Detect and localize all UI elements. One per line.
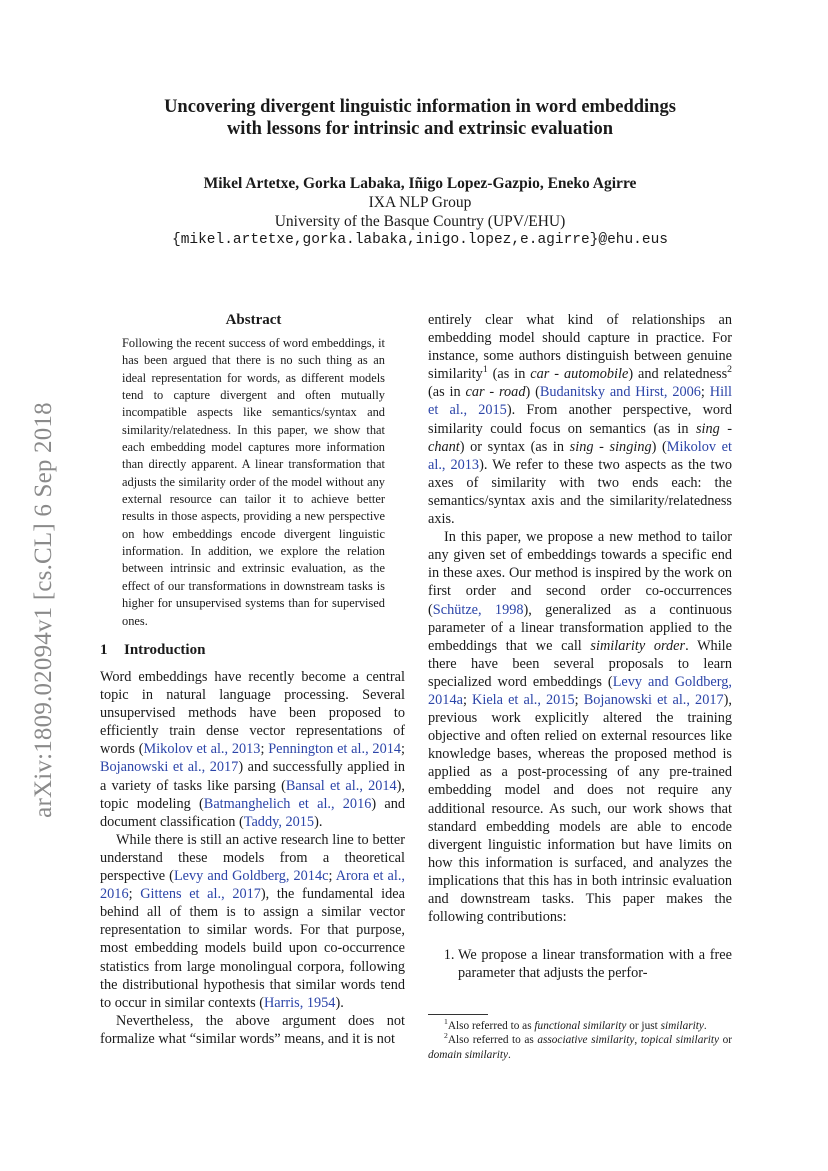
author-block bbox=[100, 174, 740, 250]
paragraph: While there is still an active research line to better understand these models from a theoretical perspective (Levy and Goldberg, 2014c; Arora et al., 2016; Gittens et al., 2017), the fundamental idea behind all of them is to assign a similar vector representation to similar words. For that purpose, most embedding models build upon co-occurrence statistics from large monolingual corpora, following the distributional hypothesis that similar words tend to occur in similar contexts (Harris, 1954). bbox=[100, 831, 405, 1011]
footnote-marker[interactable]: 1 bbox=[482, 364, 488, 376]
title-line-2: with lessons for intrinsic and extrinsic evaluation bbox=[226, 119, 614, 139]
paragraph: In this paper, we propose a new method to tailor any given set of embeddings towards a specific end in these axes. Our method is inspired by the work on first order and second order co-occurrences (Schütze, 1998), generalized as a continuous parameter of a linear transformation applied to the embeddings that we call similarity order. While there have been several proposals to learn specialized word embeddings (Levy and Goldberg, 2014a; Kiela et al., 2015; Bojanowski et al., 2017), previous work explicitly altered the training objective and often relied on external resources like knowledge bases, whereas the proposed method is applied as a post-processing of any pre-trained embedding model and does not require any additional resource. As such, our work shows that standard embedding models are able to encode divergent linguistic information but have limits on how this information is surfaced, and analyzes the implications that this has in both intrinsic evaluation and downstream tasks. This paper makes the following contributions: bbox=[428, 529, 733, 926]
citation-link[interactable]: Pennington et al., 2014 bbox=[268, 741, 402, 758]
footnote-number: 1 bbox=[444, 1017, 448, 1027]
citation-link[interactable]: Bojanowski et al., 2017 bbox=[100, 759, 239, 776]
citation-link[interactable]: Levy and Goldberg, 2014c bbox=[173, 868, 329, 885]
section-number: 1 bbox=[100, 642, 108, 658]
title-line-1: Uncovering divergent linguistic information in word embeddings bbox=[164, 97, 676, 117]
research-group: IXA NLP Group bbox=[368, 194, 472, 211]
citation-link[interactable]: Arora et al., 2016 bbox=[100, 868, 405, 903]
list-item: 1. We propose a linear transformation with a free parameter that adjusts the perfor- bbox=[458, 946, 732, 982]
citation-link[interactable]: Bojanowski et al., 2017 bbox=[583, 691, 724, 708]
contributions-list bbox=[428, 946, 732, 982]
citation-link[interactable]: Hill et al., 2015 bbox=[428, 384, 732, 419]
abstract bbox=[122, 311, 385, 630]
author-emails: {mikel.artetxe,gorka.labaka,inigo.lopez,e.agirre}@ehu.eus bbox=[172, 232, 668, 248]
abstract-heading: Abstract bbox=[225, 312, 282, 328]
right-column-body bbox=[428, 311, 732, 982]
citation-link[interactable]: Gittens et al., 2017 bbox=[140, 886, 261, 903]
footnote: $^1$Also referred to as functional similarity or just similarity. bbox=[444, 1017, 707, 1032]
footnotes bbox=[428, 1019, 732, 1062]
paragraph: entirely clear what kind of relationships an embedding model should capture in practice. For instance, some authors distinguish between genuine similarity$^1$ (as in car - automobile) and relatedness$^2$ (as in car - road) (Budanitsky and Hirst, 2006; Hill et al., 2015). From another perspective, word similarity could focus on semantics (as in sing - chant) or syntax (as in sing - singing) (Mikolov et al., 2013). We refer to these two aspects as the two axes of similarity with two ends each: the semantics/syntax axis and the similarity/relatedness axis. bbox=[428, 312, 733, 528]
section-heading-introduction bbox=[100, 642, 205, 659]
arxiv-identifier: arXiv:1809.02094v1 [cs.CL] 6 Sep 2018 bbox=[30, 402, 57, 818]
paragraph: Word embeddings have recently become a central topic in natural language processing. Several unsupervised methods have been proposed to efficiently train dense vector representations of words (Mikolov et al., 2013; Pennington et al., 2014; Bojanowski et al., 2017) and successfully applied in a variety of tasks like parsing (Bansal et al., 2014), topic modeling (Batmanghelich et al., 2016) and document classification (Taddy, 2015). bbox=[100, 669, 406, 830]
citation-link[interactable]: Mikolov et al., 2013 bbox=[428, 438, 732, 473]
arxiv-identifier-sidebar bbox=[26, 375, 62, 845]
citation-link[interactable]: Harris, 1954 bbox=[263, 994, 336, 1011]
author-names: Mikel Artetxe, Gorka Labaka, Iñigo Lopez-Gazpio, Eneko Agirre bbox=[203, 175, 637, 192]
citation-link[interactable]: Schütze, 1998 bbox=[432, 601, 524, 618]
abstract-text: Following the recent success of word embeddings, it has been argued that there is no such thing as an ideal representation for words, as different models tend to capture divergent and often mutually incompatible aspects like semantics/syntax and similarity/relatedness. In this paper, we show that each embedding model captures more information than directly apparent. A linear transformation that adjusts the similarity order of the model without any external resource can tailor it to achieve better results in those aspects, providing a new perspective on how embeddings encode divergent linguistic information. In addition, we explore the relation between intrinsic and extrinsic evaluation, as the effect of our transformations in downstream tasks is higher for unsupervised systems than for supervised ones. bbox=[122, 336, 385, 628]
citation-link[interactable]: Batmanghelich et al., 2016 bbox=[203, 795, 372, 812]
citation-link[interactable]: Bansal et al., 2014 bbox=[285, 777, 397, 794]
citation-link[interactable]: Mikolov et al., 2013 bbox=[143, 741, 261, 758]
footnote-number: 2 bbox=[444, 1031, 448, 1041]
paper-title bbox=[100, 96, 740, 140]
citation-link[interactable]: Taddy, 2015 bbox=[243, 813, 315, 830]
footnote: $^2$Also referred to as associative similarity, topical similarity or domain similarity. bbox=[428, 1031, 733, 1061]
section-title: Introduction bbox=[124, 642, 206, 658]
affiliation: University of the Basque Country (UPV/EHU) bbox=[274, 213, 566, 230]
citation-link[interactable]: Levy and Goldberg, 2014a bbox=[428, 673, 733, 708]
footnote-marker[interactable]: 2 bbox=[727, 364, 733, 376]
paragraph: Nevertheless, the above argument does not formalize what “similar words” means, and it is not bbox=[100, 1012, 405, 1047]
left-column-body bbox=[100, 668, 405, 1048]
footnote-rule bbox=[428, 1014, 488, 1015]
citation-link[interactable]: Kiela et al., 2015 bbox=[472, 691, 575, 708]
citation-link[interactable]: Budanitsky and Hirst, 2006 bbox=[539, 384, 701, 401]
